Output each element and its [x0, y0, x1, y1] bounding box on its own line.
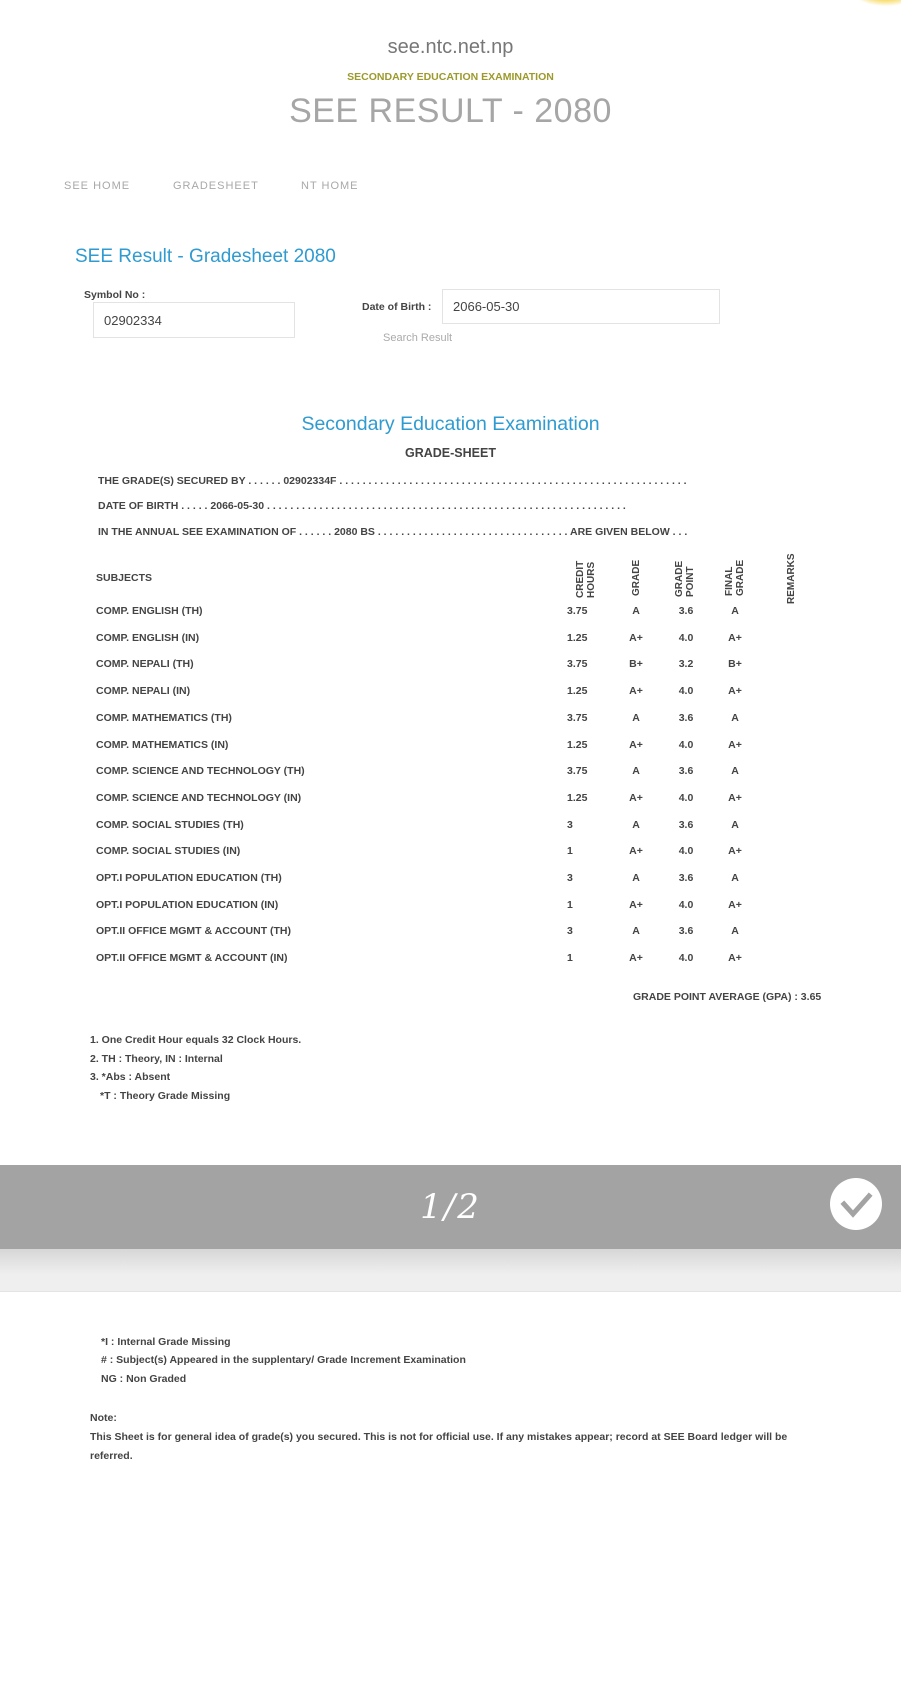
cell-subject: COMP. SCIENCE AND TECHNOLOGY (TH): [96, 765, 305, 778]
cell-credit-hours: 3.75: [567, 658, 588, 671]
cell-credit-hours: 3.75: [567, 765, 588, 778]
cell-credit-hours: 1.25: [567, 685, 588, 698]
table-row: [0, 952, 901, 972]
cell-final-grade: A: [731, 818, 739, 831]
table-row: [0, 845, 901, 865]
cell-grade-point: 4.0: [678, 738, 694, 751]
legend-item: *T : Theory Grade Missing: [100, 1090, 231, 1102]
cell-subject: COMP. MATHEMATICS (TH): [96, 711, 232, 724]
table-row: [0, 792, 901, 812]
cell-final-grade: A+: [728, 845, 742, 858]
symbol-no-label: Symbol No :: [84, 289, 146, 301]
info-secured-by: THE GRADE(S) SECURED BY . . . . . . 02902334F . . . . . . . . . . . . . . . . . . . . . . . . . . . . . . . . . . . . . . . . . . . . . . . . . . . . . . . . . . . .: [98, 475, 687, 487]
header-grade: [631, 560, 642, 596]
cell-credit-hours: 1: [567, 952, 573, 965]
cell-subject: COMP. SCIENCE AND TECHNOLOGY (IN): [96, 791, 302, 804]
header-final-line1: FINAL: [724, 566, 735, 596]
cell-grade-point: 4.0: [678, 631, 694, 644]
gpa-summary: GRADE POINT AVERAGE (GPA) : 3.65: [633, 991, 822, 1003]
cell-grade-point: 3.6: [678, 711, 694, 724]
section-title: SEE Result - Gradesheet 2080: [75, 246, 336, 267]
table-row: [0, 605, 901, 625]
legend-item: 1. One Credit Hour equals 32 Clock Hours.: [90, 1034, 302, 1046]
header-grade-line1: GRADE: [631, 559, 642, 596]
nav-see-home[interactable]: SEE HOME: [64, 180, 131, 192]
cell-grade: A+: [629, 685, 643, 698]
cell-credit-hours: 3: [567, 872, 573, 884]
cell-grade-point: 4.0: [678, 791, 694, 804]
site-subheading: SECONDARY EDUCATION EXAMINATION: [347, 71, 554, 83]
header-credit-hours: [575, 561, 597, 598]
cell-grade: A: [632, 711, 640, 724]
note-text: This Sheet is for general idea of grade(s) you secured. This is not for official use. If any mistakes appear; record at SEE Board ledger will be referred.: [90, 1431, 788, 1462]
cell-grade: A+: [629, 631, 643, 644]
table-row: [0, 925, 901, 945]
dob-value: 2066-05-30: [453, 299, 520, 314]
cell-final-grade: B+: [728, 658, 742, 671]
cell-subject: OPT.I POPULATION EDUCATION (TH): [96, 872, 282, 884]
cell-grade: A+: [629, 791, 643, 804]
cell-grade-point: 3.6: [678, 765, 694, 778]
cell-final-grade: A: [731, 872, 739, 884]
cell-credit-hours: 1.25: [567, 631, 588, 644]
cell-grade: A: [632, 925, 640, 938]
table-row: [0, 658, 901, 678]
cell-subject: COMP. MATHEMATICS (IN): [96, 738, 229, 751]
legend-item: *I : Internal Grade Missing: [101, 1336, 231, 1348]
page-indicator: 1/2: [420, 1187, 481, 1227]
cell-final-grade: A: [731, 605, 739, 617]
cell-grade: A+: [629, 898, 643, 911]
legend-item: 2. TH : Theory, IN : Internal: [90, 1053, 223, 1065]
cell-final-grade: A: [731, 711, 739, 724]
cell-final-grade: A+: [728, 685, 742, 698]
cell-grade: A: [632, 605, 640, 617]
cell-grade: A+: [629, 845, 643, 858]
table-row: [0, 765, 901, 785]
cell-subject: OPT.II OFFICE MGMT & ACCOUNT (TH): [96, 925, 292, 938]
confirm-button[interactable]: [830, 1178, 882, 1230]
cell-grade-point: 4.0: [678, 685, 694, 698]
header-final-grade: [724, 560, 746, 596]
table-row: [0, 872, 901, 892]
cell-credit-hours: 3.75: [567, 605, 588, 617]
cell-final-grade: A+: [728, 898, 742, 911]
cell-subject: COMP. NEPALI (IN): [96, 685, 191, 698]
cell-grade-point: 3.6: [678, 872, 694, 884]
symbol-no-input[interactable]: [93, 302, 295, 338]
cell-credit-hours: 1: [567, 898, 573, 911]
cell-credit-hours: 1.25: [567, 791, 588, 804]
search-result-button[interactable]: Search Result: [383, 332, 453, 344]
cell-grade-point: 3.6: [678, 605, 694, 617]
check-circle-icon: [830, 1178, 882, 1230]
page-separator: [0, 1249, 901, 1292]
table-row: [0, 819, 901, 839]
legend-item: # : Subject(s) Appeared in the supplentary/ Grade Increment Examination: [101, 1354, 466, 1366]
nav-nt-home[interactable]: NT HOME: [301, 180, 359, 192]
table-row: [0, 739, 901, 759]
cell-subject: OPT.II OFFICE MGMT & ACCOUNT (IN): [96, 952, 288, 965]
header-final-line2: GRADE: [735, 559, 746, 596]
cell-subject: COMP. ENGLISH (TH): [96, 605, 203, 617]
cell-final-grade: A+: [728, 631, 742, 644]
dob-input[interactable]: [442, 289, 720, 324]
cell-subject: OPT.I POPULATION EDUCATION (IN): [96, 898, 279, 911]
cell-grade-point: 3.6: [678, 925, 694, 938]
cell-grade-point: 4.0: [678, 898, 694, 911]
table-row: [0, 632, 901, 652]
cell-grade: A: [632, 818, 640, 831]
gradesheet-subtitle: GRADE-SHEET: [405, 446, 496, 460]
cell-grade-point: 3.6: [678, 818, 694, 831]
dob-label: Date of Birth :: [362, 301, 432, 313]
header-subjects: SUBJECTS: [96, 572, 153, 584]
note-label: Note:: [90, 1412, 117, 1424]
table-row: [0, 899, 901, 919]
cell-subject: COMP. ENGLISH (IN): [96, 631, 200, 644]
cell-grade-point: 3.2: [678, 658, 694, 671]
cell-credit-hours: 1: [567, 845, 573, 858]
cell-credit-hours: 1.25: [567, 738, 588, 751]
page-title: SEE RESULT - 2080: [289, 92, 612, 130]
header-remarks-line1: REMARKS: [786, 553, 797, 604]
info-date-of-birth: DATE OF BIRTH . . . . . 2066-05-30 . . . . . . . . . . . . . . . . . . . . . . . . . . . . . . . . . . . . . . . . . . . . . . . . . . . . . . . . . . . . . .: [98, 500, 626, 512]
legend-item: 3. *Abs : Absent: [90, 1071, 171, 1083]
header-point-line1: GRADE: [674, 560, 685, 597]
table-row: [0, 685, 901, 705]
table-row: [0, 712, 901, 732]
cell-grade: B+: [629, 658, 643, 671]
cell-subject: COMP. NEPALI (TH): [96, 658, 194, 671]
cell-grade: A: [632, 765, 640, 778]
cell-subject: COMP. SOCIAL STUDIES (IN): [96, 845, 241, 858]
legend-item: NG : Non Graded: [101, 1373, 187, 1385]
cell-grade-point: 4.0: [678, 845, 694, 858]
header-grade-point: [674, 561, 696, 597]
cell-final-grade: A+: [728, 952, 742, 965]
header-credit-line2: HOURS: [586, 561, 597, 598]
nav-gradesheet[interactable]: GRADESHEET: [173, 180, 259, 192]
cell-credit-hours: 3.75: [567, 711, 588, 724]
header-remarks: [786, 553, 797, 604]
cell-final-grade: A+: [728, 738, 742, 751]
info-exam-year: IN THE ANNUAL SEE EXAMINATION OF . . . . . . 2080 BS . . . . . . . . . . . . . . . . . . . . . . . . . . . . . . . . . ARE GIVEN BELOW . . .: [98, 526, 688, 538]
cell-final-grade: A: [731, 925, 739, 938]
gradesheet-title: Secondary Education Examination: [301, 413, 600, 435]
cell-credit-hours: 3: [567, 925, 573, 938]
corner-decoration: [851, 0, 901, 6]
header-point-line2: POINT: [685, 566, 696, 597]
page-indicator-bar: [0, 1165, 901, 1249]
symbol-no-value: 02902334: [104, 312, 162, 328]
site-domain: see.ntc.net.np: [387, 36, 514, 58]
cell-final-grade: A+: [728, 791, 742, 804]
cell-grade: A: [632, 872, 640, 884]
cell-grade-point: 4.0: [678, 952, 694, 965]
cell-credit-hours: 3: [567, 818, 573, 831]
header-credit-line1: CREDIT: [575, 560, 586, 598]
cell-grade: A+: [629, 738, 643, 751]
cell-final-grade: A: [731, 765, 739, 778]
cell-subject: COMP. SOCIAL STUDIES (TH): [96, 818, 244, 831]
cell-grade: A+: [629, 952, 643, 965]
